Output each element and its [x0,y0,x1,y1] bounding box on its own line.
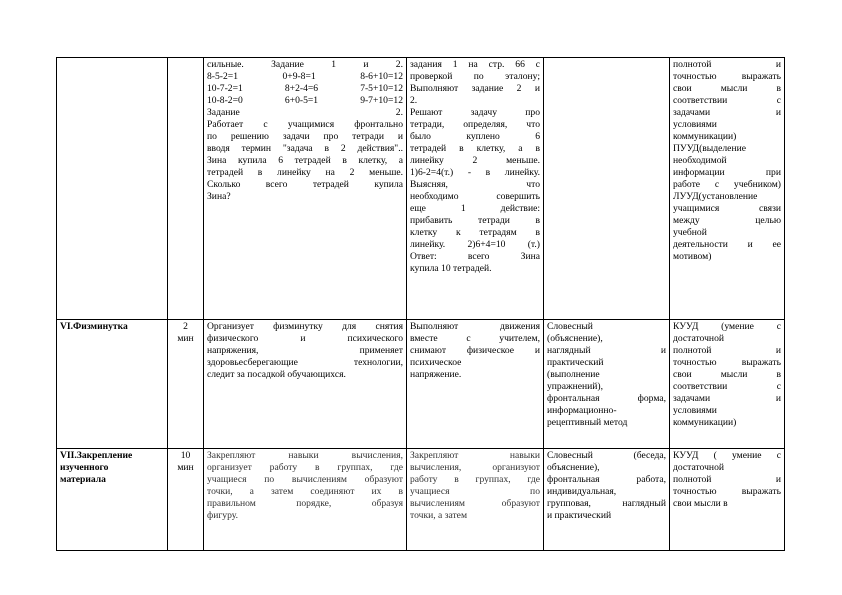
cell-text-line: сильные. Задание 1 и 2. [207,59,403,70]
cell-text-line: (выполнение [547,369,600,380]
cell-text-line: наглядный и [547,345,666,356]
cell-text-line: достаточной [673,462,724,473]
cell-text-line: клетку к тетрадям в [410,227,540,238]
cell-text-line: материала [60,474,106,485]
teacher-activity-cell [204,320,407,449]
cell-text-line: Выясняя, что [410,179,540,190]
cell-text-line: рецептивный метод [547,417,628,428]
cell-text-line: между целью [673,215,781,226]
teacher-activity-cell [204,449,407,551]
cell-text-line: 10-7-2=1 8+2-4=6 7-5+10=12 [207,83,403,94]
methods-cell [544,58,670,320]
cell-text-line: VI.Физминутка [60,321,128,332]
cell-text-line: работе с учебником) [673,179,781,190]
cell-text-line: Закрепляют навыки вычисления, [207,450,403,461]
cell-text-line: задачами и [673,393,781,404]
cell-text-line: Ответ: всего Зина [410,251,540,262]
cell-text-line: по решению задачи про тетради и [207,131,403,142]
cell-text-line: соответствии с [673,95,781,106]
cell-text-line: КУУД (умение с [673,321,781,332]
cell-text-line: тетрадей в линейку на 2 меньше. [207,167,403,178]
cell-text-line: полнотой и [673,59,781,70]
cell-text-line: необходимо совершить [410,191,540,202]
cell-text-line: точностью выражать [673,71,781,82]
cell-text-line: Выполняют движения [410,321,540,332]
cell-text-line: психическое [410,357,462,368]
cell-text-line: свои мысли в [673,498,728,509]
methods-cell [544,320,670,449]
cell-text-line: Выполняют задание 2 и [410,83,540,94]
cell-text-line: Словесный [547,321,593,332]
cell-text-line: фронтальная работа, [547,474,666,485]
cell-text-line: вычисления, организуют [410,462,540,473]
cell-text-line: здоровьесберегающие технологии, [207,357,403,368]
table-row [57,320,785,449]
cell-text-line: Зина купила 6 тетрадей в клетку, а [207,155,403,166]
cell-text-line: напряжение. [410,369,462,380]
table-row [57,449,785,551]
cell-text-line: свои мысли в [673,83,781,94]
cell-text-line: соответствии с [673,381,781,392]
cell-text-line: изученного [60,462,109,473]
cell-text-line: коммуникации) [673,131,737,142]
cell-text-line: учебной [673,227,707,238]
cell-text-line: свои мысли в [673,369,781,380]
time-cell [168,58,204,320]
cell-text-line: ЛУУД(установление [673,191,758,202]
cell-text-line: Словесный (беседа, [547,450,666,461]
stage-cell [57,320,168,449]
cell-text-line: 10-8-2=0 6+0-5=1 9-7+10=12 [207,95,403,106]
cell-text-line: Задание 2. [207,107,403,118]
cell-text-line: задачами и [673,107,781,118]
cell-text-line: вводя термин "задача в 2 действия".. [207,143,403,154]
cell-text-line: индивидуальная, [547,486,617,497]
cell-text-line: объяснение), [547,462,600,473]
cell-text-line: Закрепляют навыки [410,450,540,461]
cell-text-line: точки, а затем [410,510,468,521]
time-cell [168,320,204,449]
cell-text-line: прибавить тетради в [410,215,540,226]
stage-cell [57,449,168,551]
cell-text-line: следит за посадкой обучающихся. [207,369,346,380]
cell-text-line: линейку 2 меньше. [410,155,540,166]
uud-cell [670,320,785,449]
cell-text-line: тетрадей в клетку, а в [410,143,540,154]
cell-text-line: физического и психического [207,333,403,344]
cell-text-line: снимают физическое и [410,345,540,356]
cell-text-line: вычислениям образуют [410,498,540,509]
cell-text-line: 8-5-2=1 0+9-8=1 8-6+10=12 [207,71,403,82]
cell-text-line: Зина? [207,191,231,202]
methods-cell [544,449,670,551]
cell-text-line: 2 [183,321,188,332]
cell-text-line: работу в группах, где [410,474,540,485]
cell-text-line: 1)6-2=4(т.) - в линейку. [410,167,540,178]
cell-text-line: практический [547,357,604,368]
cell-text-line: организует работу в группах, где [207,462,403,473]
cell-text-line: деятельности и ее [673,239,781,250]
cell-text-line: напряжения, применяет [207,345,403,356]
uud-cell [670,58,785,320]
cell-text-line: Сколько всего тетрадей купила [207,179,403,190]
cell-text-line: (объяснение), [547,333,603,344]
time-cell [168,449,204,551]
cell-text-line: купила 10 тетрадей. [410,263,492,274]
cell-text-line: упражнений), [547,381,604,392]
uud-cell [670,449,785,551]
cell-text-line: полнотой и [673,474,781,485]
cell-text-line: задания 1 на стр. 66 с [410,59,540,70]
cell-text-line: точностью выражать [673,357,781,368]
table-row [57,58,785,320]
cell-text-line: вместе с учителем, [410,333,540,344]
cell-text-line: учащиеся по [410,486,540,497]
lesson-plan-table [56,57,785,551]
cell-text-line: достаточной [673,333,724,344]
cell-text-line: линейку. 2)6+4=10 (т.) [410,239,540,250]
cell-text-line: VII.Закрепление [60,450,133,461]
cell-text-line: коммуникации) [673,417,737,428]
cell-text-line: необходимой [673,155,727,166]
cell-text-line: условиями [673,119,717,130]
cell-text-line: точки, а затем соединяют их в [207,486,403,497]
cell-text-line: учащиеся по вычислениям образуют [207,474,403,485]
cell-text-line: 2. [410,95,418,106]
cell-text-line: Решают задачу про [410,107,540,118]
cell-text-line: мин [177,333,194,344]
student-activity-cell [407,58,544,320]
cell-text-line: еще 1 действие: [410,203,540,214]
cell-text-line: ПУУД(выделение [673,143,746,154]
cell-text-line: учащимися связи [673,203,781,214]
cell-text-line: 10 [180,450,191,461]
cell-text-line: и практический [547,510,612,521]
cell-text-line: полнотой и [673,345,781,356]
cell-text-line: КУУД ( умение с [673,450,781,461]
stage-cell [57,58,168,320]
teacher-activity-cell [204,58,407,320]
cell-text-line: точностью выражать [673,486,781,497]
cell-text-line: мин [177,462,194,473]
cell-text-line: информации при [673,167,781,178]
cell-text-line: фигуру. [207,510,238,521]
cell-text-line: Организует физминутку для снятия [207,321,403,332]
cell-text-line: правильном порядке, образуя [207,498,403,509]
cell-text-line: тетради, определяя, что [410,119,540,130]
cell-text-line: мотивом) [673,251,712,262]
student-activity-cell [407,320,544,449]
cell-text-line: было куплено 6 [410,131,540,142]
cell-text-line: фронтальная форма, [547,393,666,404]
cell-text-line: Работает с учащимися фронтально [207,119,403,130]
cell-text-line: информационно- [547,405,617,416]
cell-text-line: проверкой по эталону; [410,71,540,82]
cell-text-line: условиями [673,405,717,416]
student-activity-cell [407,449,544,551]
cell-text-line: групповая, наглядный [547,498,666,509]
